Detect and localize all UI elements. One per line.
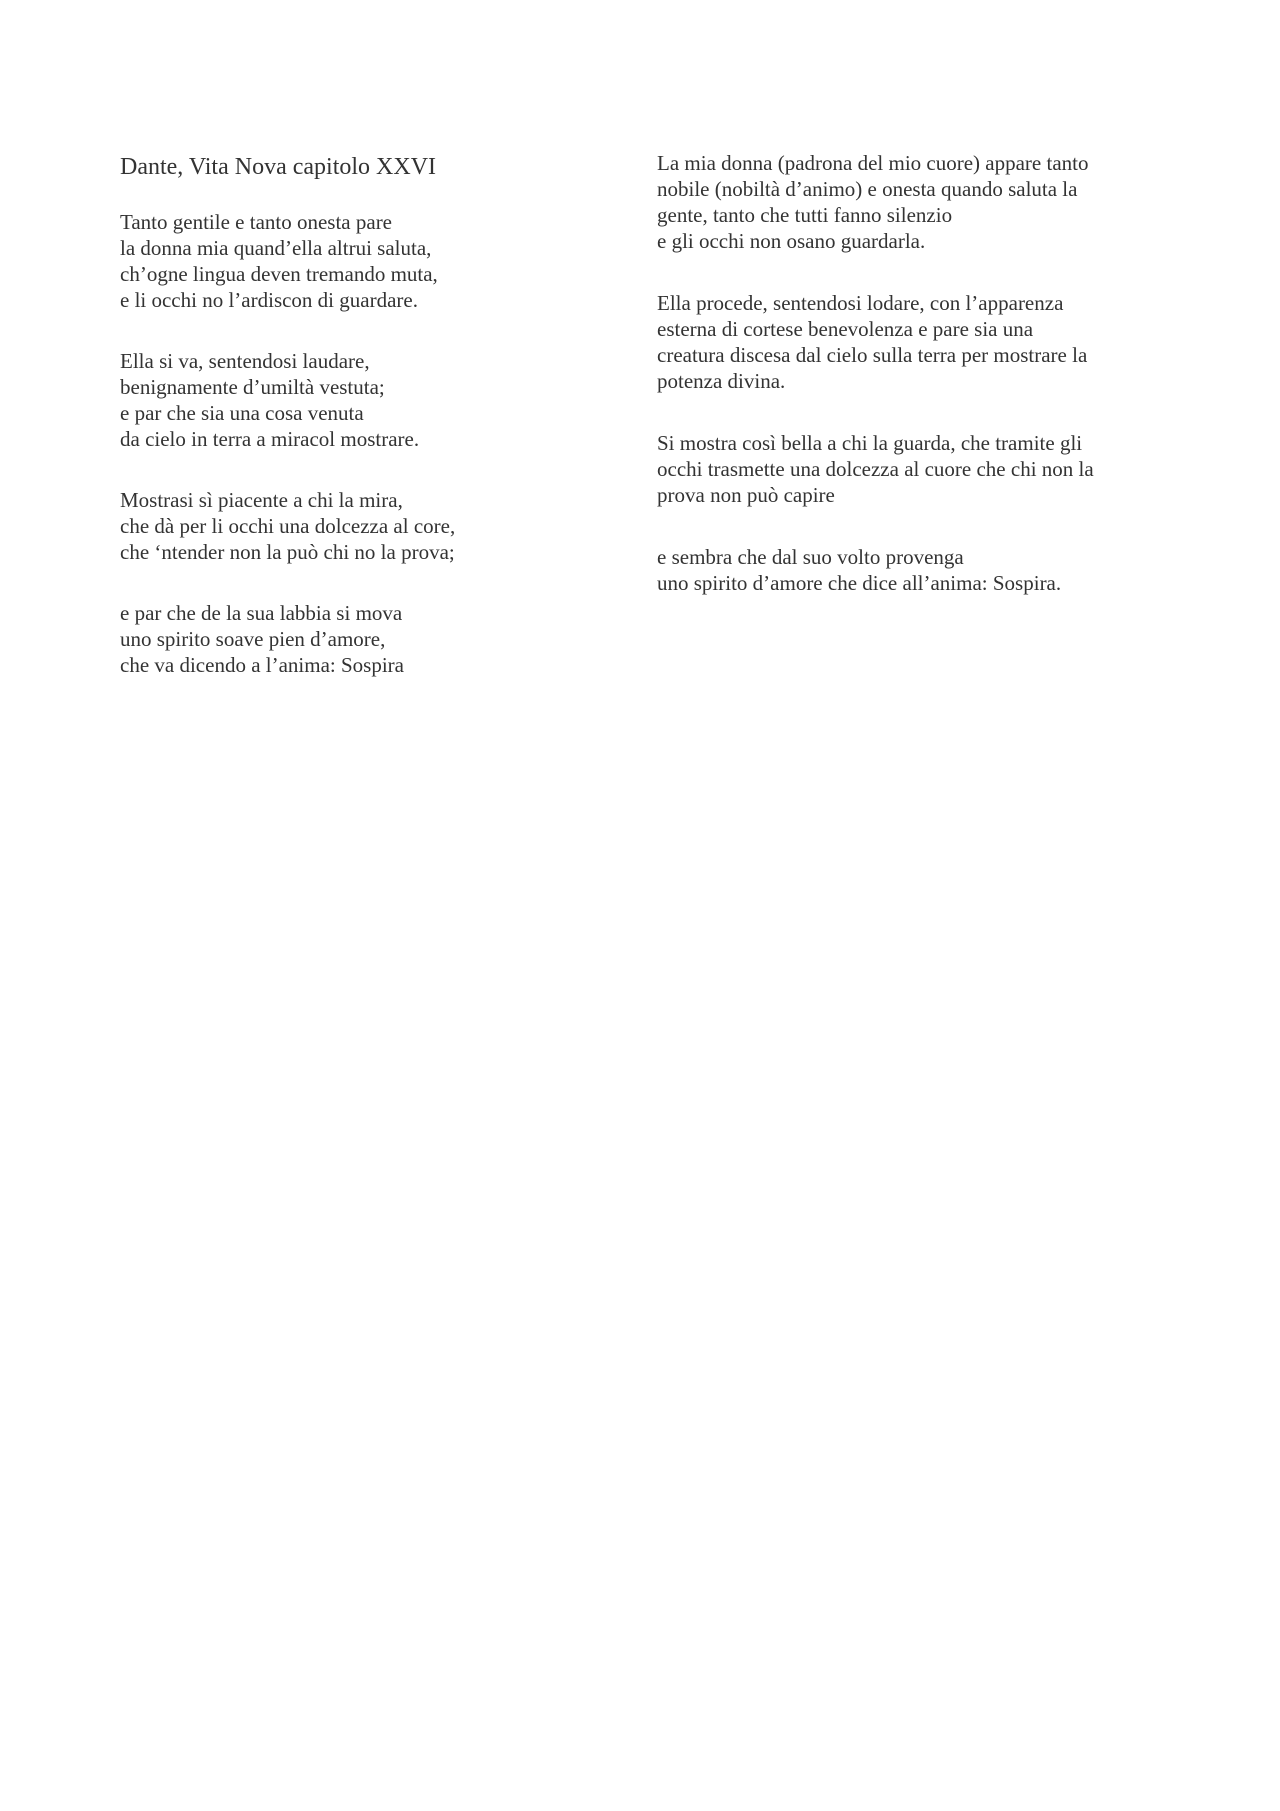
paraphrase-line: potenza divina. [657, 369, 786, 393]
poem-line: la donna mia quand’ella altrui saluta, [120, 236, 432, 260]
poem-line: Mostrasi sì piacente a chi la mira, [120, 488, 403, 512]
paraphrase-paragraph-2 [657, 290, 1177, 394]
poem-line: uno spirito soave pien d’amore, [120, 627, 386, 651]
paraphrase-line: nobile (nobiltà d’animo) e onesta quando saluta la [657, 177, 1078, 201]
paraphrase-line: uno spirito d’amore che dice all’anima: Sospira. [657, 571, 1062, 595]
poem-line: che va dicendo a l’anima: Sospira [120, 653, 404, 677]
poem-stanza-2 [120, 348, 620, 452]
document-title: Dante, Vita Nova capitolo XXVI [120, 154, 437, 180]
paraphrase-paragraph-3 [657, 430, 1177, 508]
poem-line: Tanto gentile e tanto onesta pare [120, 210, 393, 234]
poem-line: e par che de la sua labbia si mova [120, 601, 403, 625]
poem-stanza-1 [120, 209, 620, 313]
paraphrase-line: Ella procede, sentendosi lodare, con l’apparenza [657, 291, 1064, 315]
poem-line: Ella si va, sentendosi laudare, [120, 349, 370, 373]
poem-column [120, 150, 620, 713]
paraphrase-column [657, 150, 1177, 632]
poem-line: e li occhi no l’ardiscon di guardare. [120, 288, 418, 312]
paraphrase-line: e gli occhi non osano guardarla. [657, 229, 926, 253]
paraphrase-line: gente, tanto che tutti fanno silenzio [657, 203, 953, 227]
paraphrase-line: La mia donna (padrona del mio cuore) appare tanto [657, 151, 1089, 175]
paraphrase-line: esterna di cortese benevolenza e pare sia una [657, 317, 1034, 341]
poem-stanza-4 [120, 600, 620, 678]
paraphrase-line: Si mostra così bella a chi la guarda, che tramite gli [657, 431, 1083, 455]
paraphrase-line: occhi trasmette una dolcezza al cuore che chi non la [657, 457, 1094, 481]
poem-line: che dà per li occhi una dolcezza al core, [120, 514, 456, 538]
paraphrase-line: e sembra che dal suo volto provenga [657, 545, 964, 569]
poem-stanza-3 [120, 487, 620, 565]
poem-line: ch’ogne lingua deven tremando muta, [120, 262, 438, 286]
poem-line: e par che sia una cosa venuta [120, 401, 364, 425]
poem-line: da cielo in terra a miracol mostrare. [120, 427, 420, 451]
paraphrase-paragraph-4 [657, 544, 1177, 596]
poem-line: che ‘ntender non la può chi no la prova; [120, 540, 455, 564]
paraphrase-paragraph-1 [657, 150, 1177, 254]
poem-line: benignamente d’umiltà vestuta; [120, 375, 385, 399]
paraphrase-line: creatura discesa dal cielo sulla terra per mostrare la [657, 343, 1088, 367]
paraphrase-line: prova non può capire [657, 483, 835, 507]
